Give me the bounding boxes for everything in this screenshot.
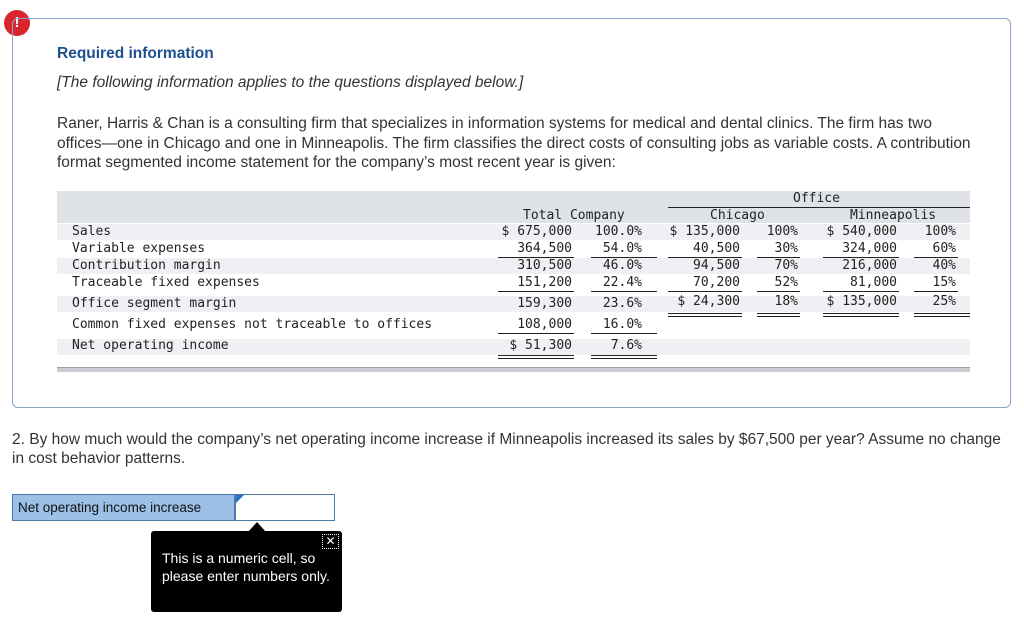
total-percent: 23.6%: [602, 296, 642, 311]
double-underline: [757, 313, 800, 314]
underline: [668, 291, 742, 292]
double-underline: [591, 358, 657, 359]
underline: [498, 333, 574, 334]
total-percent: 100.0%: [595, 224, 642, 239]
total-value: $ 675,000: [501, 224, 572, 239]
double-underline: [914, 316, 970, 317]
minneapolis-percent: 15%: [932, 275, 956, 290]
chicago-value: $ 24,300: [677, 294, 740, 309]
double-underline: [823, 316, 899, 317]
table-bottom-bar: [57, 367, 970, 372]
row-label: Traceable fixed expenses: [72, 275, 260, 290]
net-operating-income-increase-input[interactable]: [235, 494, 335, 521]
underline: [591, 291, 657, 292]
underline: [823, 291, 899, 292]
row-label: Office segment margin: [72, 296, 237, 311]
minneapolis-percent: 40%: [932, 258, 956, 273]
numeric-cell-tooltip: [151, 531, 342, 612]
problem-description: Raner, Harris & Chan is a consulting firm that specializes in information systems for medical and dental clinics. The firm has two offices—one in Chicago and one in Minneapolis. The firm classifies the direct costs of consulting jobs as variable costs. A contribution format segmented income statement for the company’s most recent year is given:: [57, 115, 971, 171]
total-percent: 7.6%: [610, 338, 642, 353]
row-label: Contribution margin: [72, 258, 221, 273]
underline: [914, 291, 958, 292]
chicago-percent: 100%: [766, 224, 798, 239]
minneapolis-percent: 60%: [932, 241, 956, 256]
total-percent: 16.0%: [602, 317, 642, 332]
row-label: Net operating income: [72, 338, 229, 353]
total-value: 310,500: [517, 258, 572, 273]
close-icon[interactable]: ✕: [322, 534, 339, 549]
chicago-header: Chicago: [710, 208, 765, 223]
chicago-percent: 30%: [774, 241, 798, 256]
row-label: Common fixed expenses not traceable to offices: [72, 317, 433, 332]
double-underline: [757, 316, 800, 317]
row-label: Variable expenses: [72, 241, 206, 256]
chicago-value: 40,500: [693, 241, 740, 256]
answer-label: Net operating income increase: [12, 494, 235, 521]
underline: [498, 291, 574, 292]
minneapolis-percent: 100%: [924, 224, 956, 239]
question-text: 2. By how much would the company’s net operating income increase if Minneapolis increased its sales by $67,500 per year? Assume no change in cost behavior patterns.: [12, 431, 1001, 467]
total-value: $ 51,300: [509, 338, 572, 353]
total-percent: 22.4%: [602, 275, 642, 290]
double-underline: [498, 355, 574, 356]
underline: [591, 333, 657, 334]
minneapolis-percent: 25%: [932, 294, 956, 309]
double-underline: [914, 313, 970, 314]
total-percent: 46.0%: [602, 258, 642, 273]
minneapolis-value: 324,000: [842, 241, 897, 256]
total-value: 151,200: [517, 275, 572, 290]
office-header: Office: [793, 191, 840, 206]
chicago-value: $ 135,000: [669, 224, 740, 239]
total-value: 364,500: [517, 241, 572, 256]
minneapolis-value: $ 540,000: [826, 224, 897, 239]
underline: [757, 291, 800, 292]
chicago-percent: 18%: [774, 294, 798, 309]
double-underline: [498, 358, 574, 359]
total-value: 159,300: [517, 296, 572, 311]
alert-icon: !: [4, 10, 30, 36]
chicago-percent: 52%: [774, 275, 798, 290]
double-underline: [668, 316, 742, 317]
cell-marker-icon: [236, 495, 244, 503]
total-percent: 54.0%: [602, 241, 642, 256]
chicago-value: 94,500: [693, 258, 740, 273]
double-underline: [591, 355, 657, 356]
row-label: Sales: [72, 224, 112, 239]
tooltip-text: This is a numeric cell, so please enter numbers only.: [162, 550, 330, 584]
total-value: 108,000: [517, 317, 572, 332]
chicago-value: 70,200: [693, 275, 740, 290]
chicago-percent: 70%: [774, 258, 798, 273]
minneapolis-value: 216,000: [842, 258, 897, 273]
required-info-title: Required information: [57, 45, 214, 62]
minneapolis-value: $ 135,000: [826, 294, 897, 309]
minneapolis-header: Minneapolis: [850, 208, 937, 223]
total-company-header: Total Company: [523, 208, 625, 223]
double-underline: [668, 313, 742, 314]
double-underline: [823, 313, 899, 314]
minneapolis-value: 81,000: [850, 275, 897, 290]
required-info-subtitle: [The following information applies to the questions displayed below.]: [57, 74, 524, 91]
